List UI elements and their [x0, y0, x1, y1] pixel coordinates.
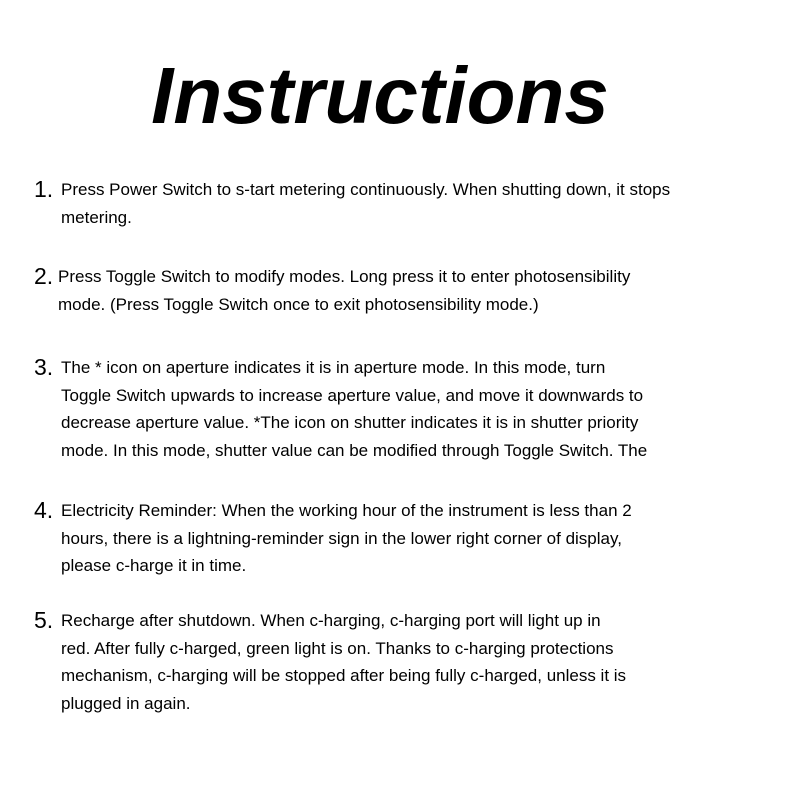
item-number: 2. [34, 263, 54, 289]
item-text-line: decrease aperture value. *The icon on shutter indicates it is in shutter priority [61, 413, 639, 432]
item-text-line: mechanism, c-harging will be stopped after being fully c-harged, unless it is [61, 666, 627, 685]
item-text [61, 497, 774, 580]
item-text-line: hours, there is a lightning-reminder sign in the lower right corner of display, [61, 528, 622, 548]
item-text-line: Press Toggle Switch to modify modes. Long press it to enter photosensibility [58, 267, 631, 286]
item-text-line: Recharge after shutdown. When c-harging, c-harging port will light up in [61, 611, 601, 630]
instruction-item-3 [34, 354, 774, 464]
item-text-line: red. After fully c-harged, green light is on. Thanks to c-harging protections [61, 638, 614, 658]
item-number: 5. [34, 607, 54, 633]
item-text-line: Electricity Reminder: When the working hour of the instrument is less than 2 [61, 501, 632, 520]
item-text-line: Toggle Switch upwards to increase aperture value, and move it downwards to [61, 385, 644, 405]
item-text-line: mode. In this mode, shutter value can be modified through Toggle Switch. The [61, 440, 648, 460]
instruction-item-5 [34, 607, 774, 717]
item-text [61, 607, 774, 717]
item-text-line: please c-harge it in time. [61, 556, 247, 575]
instruction-item-4 [34, 497, 774, 580]
item-number: 3. [34, 354, 54, 380]
item-number: 1. [34, 176, 54, 202]
item-text [61, 354, 774, 464]
item-text-line: metering. [61, 207, 132, 227]
item-text-line: Press Power Switch to s-tart metering continuously. When shutting down, it stops [61, 180, 671, 199]
page-title: Instructions [151, 51, 609, 140]
item-number: 4. [34, 497, 54, 523]
item-text [61, 176, 774, 231]
item-text-line: plugged in again. [61, 693, 191, 713]
item-text-line: mode. (Press Toggle Switch once to exit photosensibility mode.) [58, 294, 539, 314]
item-text [58, 263, 774, 318]
item-text-line: The * icon on aperture indicates it is in aperture mode. In this mode, turn [61, 358, 606, 377]
instruction-item-2 [34, 263, 774, 318]
instruction-item-1 [34, 176, 774, 231]
